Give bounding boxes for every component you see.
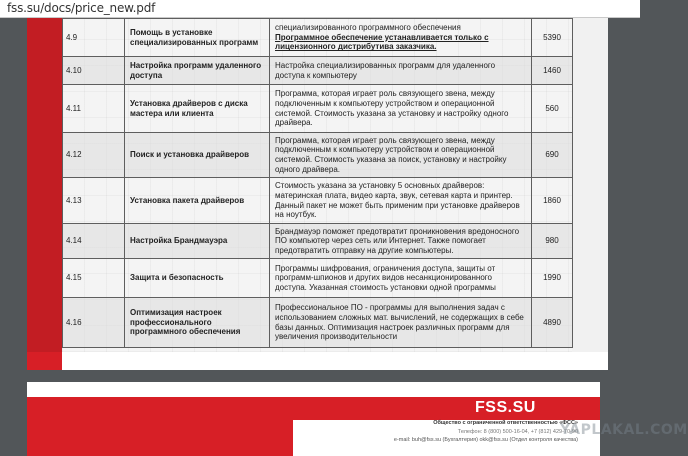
service-description: Программы шифрования, ограничения доступа, защиты от программ-шпионов и других видов несанкционированного доступа. Указанная стоимость установки одной программы bbox=[270, 259, 532, 298]
page-decor-left bbox=[27, 18, 64, 352]
row-number: 4.12 bbox=[63, 133, 125, 178]
row-number: 4.9 bbox=[63, 19, 125, 57]
service-name: Помощь в установке специализированных программ bbox=[125, 19, 270, 57]
row-number: 4.15 bbox=[63, 259, 125, 298]
service-description: Программа, которая играет роль связующего звена, между подключенным к компьютеру устройством и операционной системой. Стоимость указана за поиск, установку и настройку одного драйвера. bbox=[270, 133, 532, 178]
service-description: Настройка специализированных программ для удаленного доступа к компьютеру bbox=[270, 57, 532, 85]
table-row bbox=[63, 133, 573, 178]
page-decor-right bbox=[571, 18, 608, 352]
table-row bbox=[63, 298, 573, 348]
pdf-page-2 bbox=[27, 382, 600, 456]
row-number: 4.10 bbox=[63, 57, 125, 85]
table-row bbox=[63, 57, 573, 85]
pdf-viewer[interactable] bbox=[0, 18, 640, 456]
price-sheet bbox=[62, 18, 572, 352]
pdf-page-1 bbox=[27, 18, 608, 370]
table-row bbox=[63, 178, 573, 224]
service-name: Установка драйверов с диска мастера или клиента bbox=[125, 85, 270, 133]
service-name: Поиск и установка драйверов bbox=[125, 133, 270, 178]
company-name: Общество с ограниченной ответственностью «ФСС» bbox=[433, 420, 578, 426]
service-name: Настройка программ удаленного доступа bbox=[125, 57, 270, 85]
service-price: 1460 bbox=[532, 57, 573, 85]
service-description: Брандмауэр поможет предотвратит проникновения вредоносного ПО компьютер через сеть или Интернет. Также помогает предотвратить отправку на другие компьютеры. bbox=[270, 224, 532, 259]
site-watermark: YAPLAKAL.COM bbox=[560, 422, 688, 438]
service-description: Профессиональное ПО - программы для выполнения задач с использованием сложных мат. вычислений, не содержащих в себе базы данных. Оптимизация настроек различных программ для увеличения производительности bbox=[270, 298, 532, 348]
row-number: 4.16 bbox=[63, 298, 125, 348]
service-description: Стоимость указана за установку 5 основных драйверов: материнская плата, видео карта, звук, сетевая карта и принтер. Данный пакет не может быть применим при установке драйверов на ноутбук. bbox=[270, 178, 532, 224]
service-price: 1990 bbox=[532, 259, 573, 298]
service-price: 5390 bbox=[532, 19, 573, 57]
service-description bbox=[270, 19, 532, 57]
url-text[interactable]: fss.su/docs/price_new.pdf bbox=[7, 1, 156, 15]
service-price: 980 bbox=[532, 224, 573, 259]
table-row bbox=[63, 224, 573, 259]
table-row bbox=[63, 259, 573, 298]
service-name: Защита и безопасность bbox=[125, 259, 270, 298]
row-number: 4.14 bbox=[63, 224, 125, 259]
service-name: Оптимизация настроек профессионального программного обеспечения bbox=[125, 298, 270, 348]
address-bar[interactable] bbox=[0, 0, 640, 18]
company-logo: FSS.SU bbox=[475, 399, 536, 416]
price-table bbox=[62, 18, 573, 348]
company-email: e-mail: buh@fss.su (Бухгалтерия) okk@fss.su (Отдел контроля качества) bbox=[393, 437, 578, 443]
service-price: 560 bbox=[532, 85, 573, 133]
service-price: 4890 bbox=[532, 298, 573, 348]
page-bottom-strip bbox=[62, 352, 608, 370]
description-note: Программное обеспечение устанавливается только с лицензионного дистрибутива заказчика. bbox=[275, 32, 489, 52]
table-row bbox=[63, 19, 573, 57]
table-row bbox=[63, 85, 573, 133]
description-text: специализированного программного обеспечения bbox=[275, 23, 461, 33]
service-name: Настройка Брандмауэра bbox=[125, 224, 270, 259]
service-name: Установка пакета драйверов bbox=[125, 178, 270, 224]
service-description: Программа, которая играет роль связующего звена, между подключенным к компьютеру устройством и операционной системой. Стоимость указана за установку и настройку одного драйвера. bbox=[270, 85, 532, 133]
row-number: 4.11 bbox=[63, 85, 125, 133]
row-number: 4.13 bbox=[63, 178, 125, 224]
service-price: 1860 bbox=[532, 178, 573, 224]
service-price: 690 bbox=[532, 133, 573, 178]
company-phone: Телефон: 8 (800) 500-16-04, +7 (812) 429-70-90 bbox=[457, 429, 578, 435]
